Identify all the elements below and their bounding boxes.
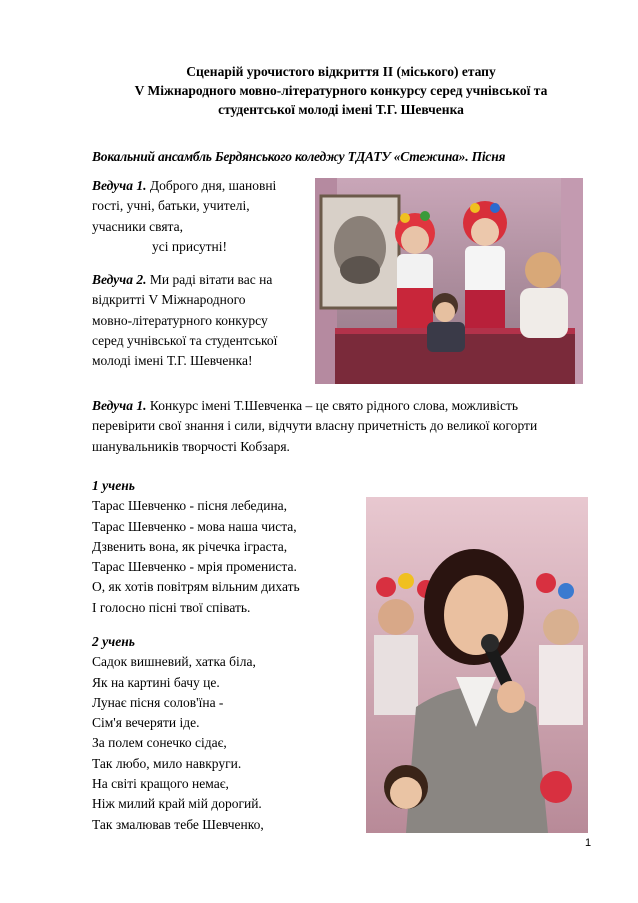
poem-line: Лунає пісня солов'їна -	[92, 694, 224, 710]
host1-speech	[92, 396, 612, 457]
student2-poem	[92, 632, 362, 835]
poem-line: О, як хотів повітрям вільним дихать	[92, 579, 300, 595]
text-line: шанувальників творчості Кобзаря.	[92, 438, 290, 454]
text-line: мовно-літературного конкурсу	[92, 312, 268, 328]
text-line: молоді імені Т.Г. Шевченка!	[92, 353, 253, 369]
poem-line: Садок вишневий, хатка біла,	[92, 654, 256, 670]
poem-line: Дзвенить вона, як річечка іграста,	[92, 538, 288, 554]
poem-line: На світі кращого немає,	[92, 776, 229, 792]
poem-line: Як на картині бачу це.	[92, 674, 220, 690]
speaker-label: Ведуча 1.	[92, 178, 147, 193]
poem-line: Так любо, мило навкруги.	[92, 755, 242, 771]
poem-line: Тарас Шевченко - мова наша чиста,	[92, 518, 297, 534]
section-heading: Вокальний ансамбль Бердянського коледжу ТДАТУ «Стежина». Пісня	[92, 149, 506, 164]
poem-line: Так змалював тебе Шевченко,	[92, 816, 264, 832]
text-line: учасники свята,	[92, 218, 183, 234]
text-line: усі присутні!	[152, 238, 228, 254]
text-line: перевірити свої знання і сили, відчути власну причетність до великої когорти	[92, 418, 538, 434]
speaker-label: Ведуча 2.	[92, 272, 147, 287]
title-line-2: V Міжнародного мовно-літературного конкурсу серед учнівської та	[134, 83, 548, 98]
title-line-1: Сценарій урочистого відкриття ІІ (міського) етапу	[186, 64, 496, 79]
host2-greeting	[92, 270, 312, 371]
text-line: відкритті V Міжнародного	[92, 292, 246, 308]
speaker-label: Ведуча 1.	[92, 398, 147, 413]
poem-line: Тарас Шевченко - пісня лебедина,	[92, 498, 288, 514]
text-line: серед учнівської та студентської	[92, 332, 278, 348]
ensemble-photo	[315, 178, 583, 384]
text-line: Ми раді вітати вас на	[149, 272, 273, 287]
poem-line: Тарас Шевченко - мрія промениста.	[92, 559, 297, 575]
text-line: Доброго дня, шановні	[149, 178, 277, 193]
page-number: 1	[585, 837, 592, 849]
student-label: 1 учень	[92, 478, 135, 493]
poem-line: І голосно пісні твої співать.	[92, 599, 251, 615]
student-label: 2 учень	[92, 634, 135, 649]
host1-greeting	[92, 176, 307, 257]
poem-line: Сім'я вечеряти іде.	[92, 715, 200, 731]
poem-line: За полем сонечко сідає,	[92, 735, 227, 751]
student1-poem	[92, 476, 362, 618]
poem-line: Ніж милий край мій дорогий.	[92, 796, 262, 812]
text-line: гості, учні, батьки, учителі,	[92, 198, 250, 214]
text-line: Конкурс імені Т.Шевченка – це свято рідного слова, можливість	[149, 398, 519, 413]
speaker-photo	[366, 497, 588, 833]
document-title	[86, 62, 596, 119]
title-line-3: студентської молоді імені Т.Г. Шевченка	[218, 102, 464, 117]
